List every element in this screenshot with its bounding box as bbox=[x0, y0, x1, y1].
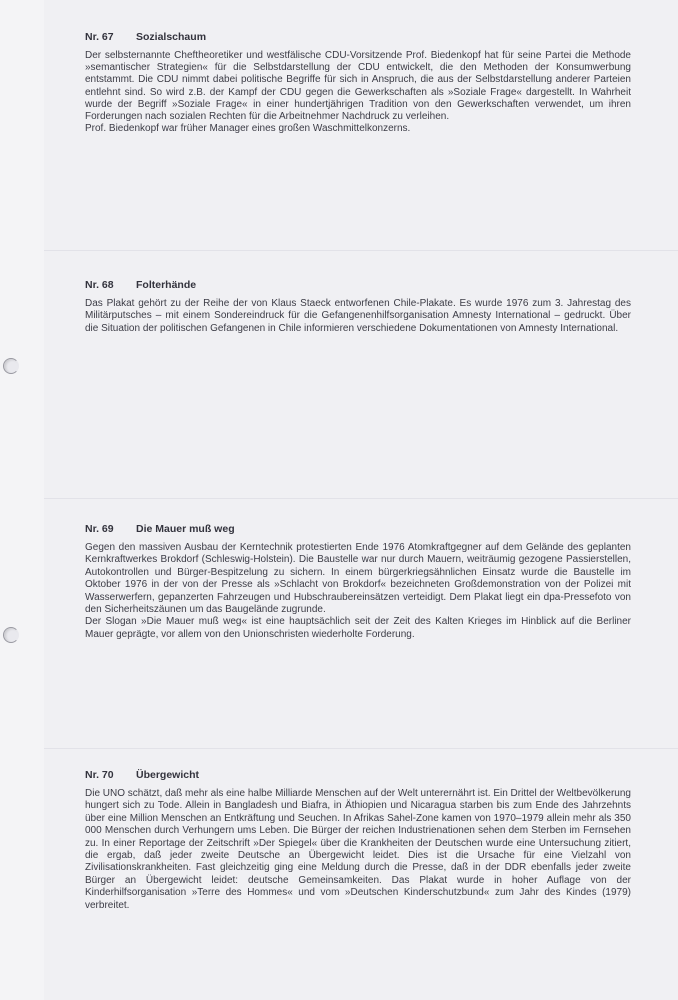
entry-paragraph: Der selbsternannte Cheftheoretiker und westfälische CDU-Vorsitzende Prof. Biedenkopf hat für seine Partei die Methode »semantischer Strategien« für die Selbstdarstellung der CDU entwickelt, die den Methoden der Konsumwerbung entstammt. Die CDU nimmt dabei politische Begriffe für sich in Anspruch, die aus der Selbstdarstellung anderer Parteien entlehnt sind. So wird z.B. der Kampf der CDU gegen die Gewerkschaften als »Soziale Frage« dargestellt. In Wahrheit wurde der Begriff »Soziale Frage« in einer hundertjährigen Tradition von den Gewerkschaften verwendet, um ihren Forderungen nach sozialen Rechten für die Arbeitnehmer Nachdruck zu verleihen. bbox=[85, 50, 631, 123]
entry-number: Nr. 69 bbox=[85, 523, 114, 535]
section-divider bbox=[44, 748, 678, 749]
entry-number: Nr. 68 bbox=[85, 279, 114, 291]
entry-paragraph: Das Plakat gehört zu der Reihe der von Klaus Staeck entworfenen Chile-Plakate. Es wurde 1976 zum 3. Jahrestag des Militärputsches – mit einem Sondereindruck für die Gefangenenhilfsorganisation Amnesty International – gedruckt. Über die Situation der politischen Gefangenen in Chile informieren verschiedene Dokumentationen von Amnesty International. bbox=[85, 298, 631, 334]
entry-nr-67 bbox=[85, 31, 631, 135]
section-divider bbox=[44, 250, 678, 251]
entry-title: Folterhände bbox=[136, 279, 197, 291]
section-divider bbox=[44, 498, 678, 499]
entry-paragraph: Prof. Biedenkopf war früher Manager eines großen Waschmittelkonzerns. bbox=[85, 123, 411, 135]
entry-body bbox=[85, 298, 631, 335]
entry-body bbox=[85, 788, 631, 912]
binder-margin bbox=[0, 0, 44, 1000]
entry-nr-69 bbox=[85, 523, 631, 641]
entry-paragraph: Der Slogan »Die Mauer muß weg« ist eine hauptsächlich seit der Zeit des Kalten Krieges im Hinblick auf die Berliner Mauer geprägte, vor allem von den Unionschristen wiederholte Forderung. bbox=[85, 616, 631, 640]
entry-heading bbox=[85, 769, 631, 782]
entry-title: Die Mauer muß weg bbox=[136, 523, 235, 535]
entry-title: Sozialschaum bbox=[136, 31, 207, 43]
entry-number: Nr. 70 bbox=[85, 769, 114, 781]
punch-hole bbox=[3, 358, 19, 374]
entry-nr-70 bbox=[85, 769, 631, 912]
entry-body bbox=[85, 50, 631, 135]
entry-paragraph: Die UNO schätzt, daß mehr als eine halbe Milliarde Menschen auf der Welt unterernährt ist. Ein Drittel der Weltbevölkerung hungert sich zu Tode. Allein in Bangladesh und Biafra, in Äthiopien und Nicaragua starben bis zum Ende des Jahrzehnts über eine Million Menschen an Entkräftung und Seuchen. In Afrikas Sahel-Zone kamen von 1970–1979 allein mehr als 350 000 Menschen durch Verhungern ums Leben. Die Bürger der reichen Industrienationen sehen dem Sterben im Fernsehen zu. In einer Reportage der Zeitschrift »Der Spiegel« über die Krankheiten der Deutschen wurde eine Untersuchung zitiert, die ergab, daß jeder zweite Deutsche an Übergewicht leidet. Dies ist die Ursache für eine Vielzahl von Zivilisationskrankheiten. Fast gleichzeitig ging eine Meldung durch die Presse, daß in der DDR ebenfalls jeder zweite Bürger an Übergewicht leidet: deutsche Gemeinsamkeiten. Das Plakat wurde in hoher Auflage von der Kinderhilfsorganisation »Terre des Hommes« und vom »Deutschen Kinderschutzbund« zum Jahr des Kindes (1979) verbreitet. bbox=[85, 788, 631, 911]
entry-heading bbox=[85, 31, 631, 44]
entry-heading bbox=[85, 523, 631, 536]
entry-body bbox=[85, 542, 631, 641]
entry-heading bbox=[85, 279, 631, 292]
entry-paragraph: Gegen den massiven Ausbau der Kerntechnik protestierten Ende 1976 Atomkraftgegner auf dem Gelände des geplanten Kernkraftwerkes Brokdorf (Schleswig-Holstein). Die Baustelle war nur durch Mauern, weiträumig gezogene Passierstellen, Autokontrollen und Bürger-Bespitzelung zu sichern. In einem bürgerkriegsähnlichen Einsatz wurde die Baustelle im Oktober 1976 in der von der Presse als »Schlacht von Brokdorf« bezeichneten Großdemonstration von der Polizei mit Wasserwerfern, gepanzerten Fahrzeugen und Hubschraubereinsätzen verteidigt. Dem Plakat liegt ein dpa-Pressefoto von den Sicherheitszäunen um das Baugelände zugrunde. bbox=[85, 542, 631, 616]
punch-hole bbox=[3, 627, 19, 643]
entry-title: Übergewicht bbox=[136, 769, 200, 781]
entry-number: Nr. 67 bbox=[85, 31, 114, 43]
entry-nr-68 bbox=[85, 279, 631, 335]
